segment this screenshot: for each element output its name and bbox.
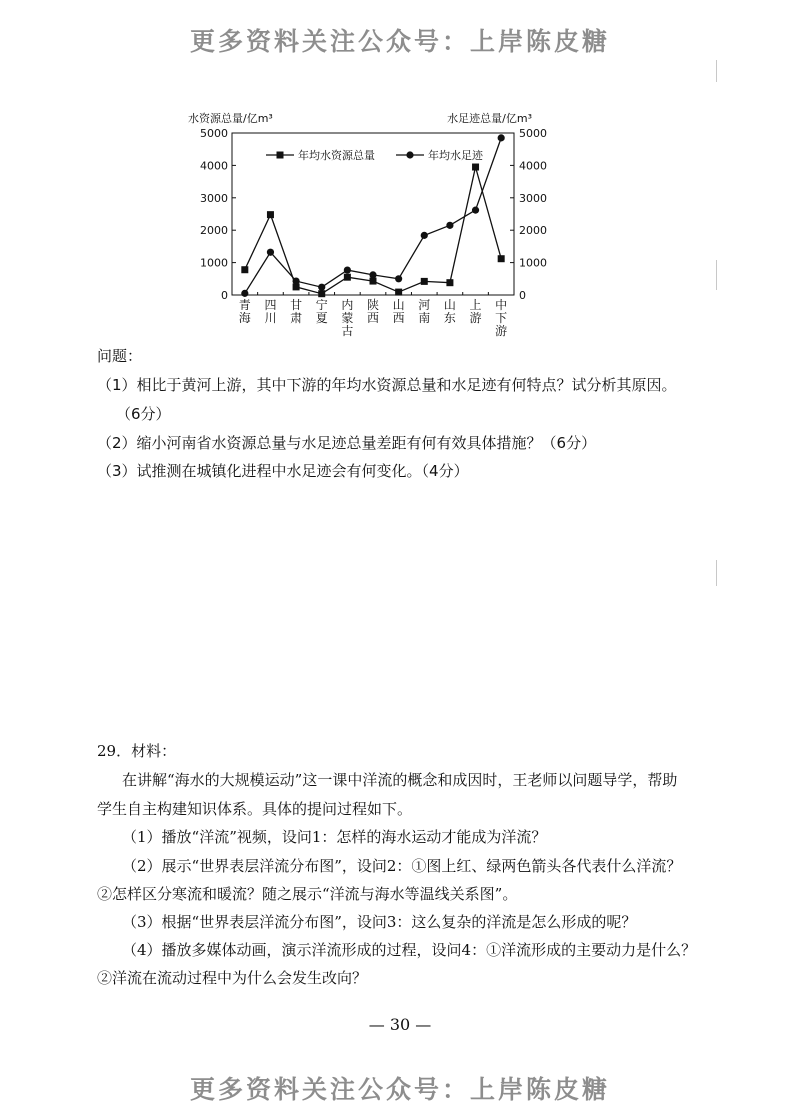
y-right-tick-label: 5000 xyxy=(519,127,547,140)
data-point-square xyxy=(344,274,351,281)
q29-step-4-line-2: ②洋流在流动过程中为什么会发生改向？ xyxy=(97,969,368,987)
scan-mark xyxy=(716,560,717,586)
y-axis-left-ticks xyxy=(200,127,236,302)
x-tick-label: 川 xyxy=(264,311,277,325)
y-right-tick-label: 1000 xyxy=(519,256,547,270)
x-tick-label: 山 xyxy=(443,298,456,312)
watermark-top: 更多资料关注公众号：上岸陈皮糖 xyxy=(189,27,610,56)
data-point-circle xyxy=(344,266,351,273)
y-axis-left-label: 水资源总量/亿m³ xyxy=(188,112,273,125)
data-point-circle xyxy=(446,222,453,229)
y-right-tick-label: 3000 xyxy=(519,191,547,205)
x-tick-label: 河 xyxy=(418,298,431,312)
x-tick-label: 西 xyxy=(392,311,405,325)
watermark-bottom: 更多资料关注公众号：上岸陈皮糖 xyxy=(189,1075,610,1104)
y-axis-right-label: 水足迹总量/亿m³ xyxy=(447,112,532,125)
data-point-circle xyxy=(267,249,274,256)
scan-mark xyxy=(716,60,717,82)
y-left-tick-label: 0 xyxy=(221,289,228,302)
question-3: （3）试推测在城镇化进程中水足迹会有何变化。（4分） xyxy=(97,462,469,480)
scan-mark xyxy=(716,260,717,290)
x-tick-label: 海 xyxy=(238,311,251,325)
legend-label-2: 年均水足迹 xyxy=(428,149,483,162)
data-point-square xyxy=(472,164,479,171)
line-chart xyxy=(180,108,547,343)
legend-label-1: 年均水资源总量 xyxy=(298,149,375,162)
data-point-square xyxy=(241,266,248,273)
y-left-tick-label: 3000 xyxy=(200,191,228,205)
x-tick-label: 宁 xyxy=(315,298,328,312)
x-tick-label: 青 xyxy=(238,298,251,312)
x-tick-label: 东 xyxy=(443,311,456,325)
y-axis-right-ticks xyxy=(510,127,547,302)
y-left-tick-label: 5000 xyxy=(200,127,228,140)
x-tick-label: 山 xyxy=(392,298,405,312)
data-point-circle xyxy=(318,284,325,291)
q29-step-3: （3）根据“世界表层洋流分布图”，设问3：这么复杂的洋流是怎么形成的呢？ xyxy=(122,913,637,931)
x-tick-label: 中 xyxy=(495,298,508,312)
x-tick-label: 游 xyxy=(469,311,482,325)
x-tick-label: 下 xyxy=(495,311,508,325)
q29-step-4-line-1: （4）播放多媒体动画，演示洋流形成的过程，设问4：①洋流形成的主要动力是什么？ xyxy=(122,941,697,959)
q29-title: 29．材料： xyxy=(97,742,177,760)
data-point-square xyxy=(318,290,325,297)
x-tick-label: 古 xyxy=(341,324,354,338)
x-tick-label: 陕 xyxy=(366,298,380,312)
questions-header: 问题： xyxy=(97,347,143,365)
y-right-tick-label: 4000 xyxy=(519,159,547,173)
question-1-line-2: （6分） xyxy=(116,405,171,423)
data-point-square xyxy=(395,289,402,296)
legend-circle-marker xyxy=(406,151,413,158)
legend xyxy=(266,148,484,162)
x-tick-label: 上 xyxy=(469,298,482,312)
data-point-square xyxy=(421,278,428,285)
data-point-circle xyxy=(472,207,479,214)
data-point-square xyxy=(446,279,453,286)
page-number: — 30 — xyxy=(368,1015,432,1034)
data-point-circle xyxy=(395,275,402,282)
x-tick-label: 甘 xyxy=(290,298,303,312)
x-tick-label: 蒙 xyxy=(341,311,354,325)
x-axis-labels xyxy=(239,297,507,338)
legend-square-marker xyxy=(277,152,284,159)
data-point-circle xyxy=(241,290,248,297)
y-right-tick-label: 2000 xyxy=(519,224,547,238)
data-point-square xyxy=(370,278,377,285)
y-right-tick-label: 0 xyxy=(519,289,526,302)
x-tick-label: 游 xyxy=(495,324,508,338)
data-point-square xyxy=(267,211,274,218)
x-tick-label: 肃 xyxy=(290,311,303,325)
question-1-line-1: （1）相比于黄河上游，其中下游的年均水资源总量和水足迹有何特点？试分析其原因。 xyxy=(97,376,677,394)
q29-intro-line-1: 在讲解“海水的大规模运动”这一课中洋流的概念和成因时，王老师以问题导学，帮助 xyxy=(122,771,678,789)
y-left-tick-label: 4000 xyxy=(200,159,228,173)
data-point-circle xyxy=(292,277,299,284)
q29-step-2-line-2: ②怎样区分寒流和暖流？随之展示“洋流与海水等温线关系图”。 xyxy=(97,885,518,903)
q29-intro-line-2: 学生自主构建知识体系。具体的提问过程如下。 xyxy=(97,800,413,818)
data-point-square xyxy=(498,255,505,262)
q29-step-1: （1）播放“洋流”视频，设问1：怎样的海水运动才能成为洋流？ xyxy=(122,828,547,846)
x-tick-label: 南 xyxy=(418,311,431,325)
question-2: （2）缩小河南省水资源总量与水足迹总量差距有何有效具体措施？（6分） xyxy=(97,434,597,452)
x-tick-label: 夏 xyxy=(315,311,328,325)
q29-step-2-line-1: （2）展示“世界表层洋流分布图”，设问2：①图上红、绿两色箭头各代表什么洋流？ xyxy=(122,857,682,875)
data-point-circle xyxy=(369,271,376,278)
data-point-circle xyxy=(498,134,505,141)
x-tick-label: 内 xyxy=(341,298,354,312)
y-left-tick-label: 1000 xyxy=(200,256,228,270)
y-left-tick-label: 2000 xyxy=(200,224,228,238)
data-point-circle xyxy=(421,232,428,239)
x-tick-label: 西 xyxy=(366,311,380,325)
x-tick-label: 四 xyxy=(264,298,277,312)
